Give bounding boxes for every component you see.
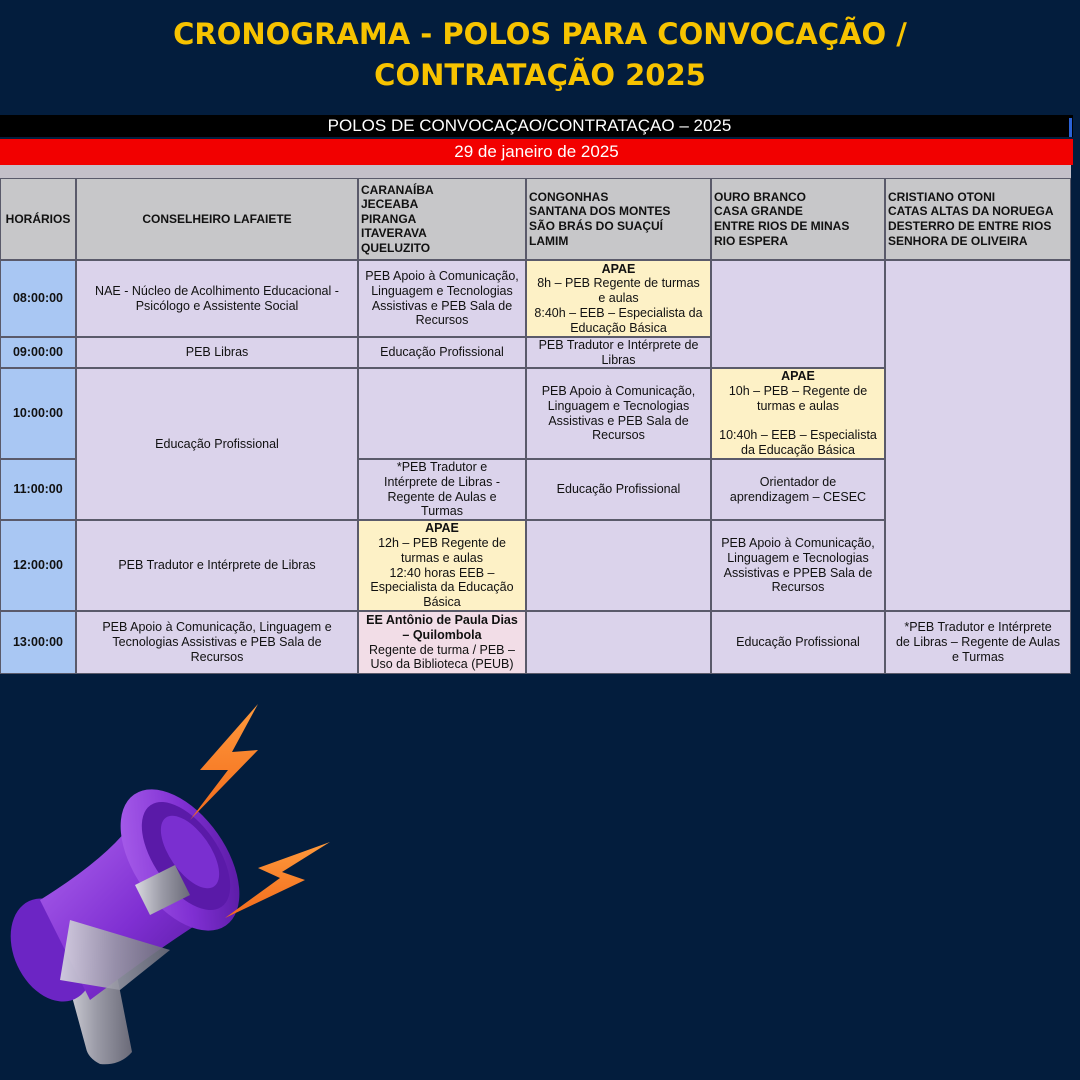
schedule-table (0, 165, 1071, 674)
table-edge-accent (1069, 118, 1072, 137)
cell-col2-1100: *PEB Tradutor e Intérprete de Libras - Regente de Aulas e Turmas (358, 459, 526, 520)
cell-col5-1300: *PEB Tradutor e Intérprete de Libras – Regente de Aulas e Turmas (885, 611, 1071, 674)
cell-col3-0800-apae: APAE 8h – PEB Regente de turmas e aulas 8:40h – EEB – Especialista da Educação Básica (526, 260, 711, 337)
cell-col3-1300 (526, 611, 711, 674)
cell-col2-1300-quilombola: EE Antônio de Paula Dias – Quilombola Regente de turma / PEB – Uso da Biblioteca (PEUB) (358, 611, 526, 674)
cell-col2-0900: Educação Profissional (358, 337, 526, 368)
header-col2: CARANAÍBA JECEABA PIRANGA ITAVERAVA QUELUZITO (358, 178, 526, 260)
lightning-bolt-icon (190, 704, 258, 820)
subtitle-bar (0, 115, 1073, 137)
page-title (0, 14, 1080, 96)
cell-lafaiete-0900: PEB Libras (76, 337, 358, 368)
time-0900: 09:00:00 (0, 337, 76, 368)
cell-lafaiete-0800: NAE - Núcleo de Acolhimento Educacional - Psicólogo e Assistente Social (76, 260, 358, 337)
cell-col4-1300: Educação Profissional (711, 611, 885, 674)
time-1300: 13:00:00 (0, 611, 76, 674)
cell-col4-0800 (711, 260, 885, 368)
cell-col3-1200 (526, 520, 711, 611)
time-1000: 10:00:00 (0, 368, 76, 459)
time-1200: 12:00:00 (0, 520, 76, 611)
cell-col3-0900: PEB Tradutor e Intérprete de Libras (526, 337, 711, 368)
cell-col3-1100: Educação Profissional (526, 459, 711, 520)
megaphone-icon (0, 700, 340, 1080)
title-line-1: CRONOGRAMA - POLOS PARA CONVOCAÇÃO / (173, 17, 907, 51)
cell-lafaiete-1000: Educação Profissional (76, 368, 358, 520)
cell-col4-1200: PEB Apoio à Comunicação, Linguagem e Tecnologias Assistivas e PPEB Sala de Recursos (711, 520, 885, 611)
cell-col2-1000 (358, 368, 526, 459)
title-line-2: CONTRATAÇÃO 2025 (374, 58, 706, 92)
subtitle-text: POLOS DE CONVOCAÇAO/CONTRATAÇAO – 2025 (327, 116, 732, 135)
lightning-bolt-icon (225, 842, 330, 918)
cell-lafaiete-1200: PEB Tradutor e Intérprete de Libras (76, 520, 358, 611)
header-col3: CONGONHAS SANTANA DOS MONTES SÃO BRÁS DO SUAÇUÍ LAMIM (526, 178, 711, 260)
cell-lafaiete-1300: PEB Apoio à Comunicação, Linguagem e Tecnologias Assistivas e PEB Sala de Recursos (76, 611, 358, 674)
cell-col4-1100: Orientador de aprendizagem – CESEC (711, 459, 885, 520)
date-bar: 29 de janeiro de 2025 (0, 139, 1073, 165)
header-conselheiro-lafaiete: CONSELHEIRO LAFAIETE (76, 178, 358, 260)
header-horarios: HORÁRIOS (0, 178, 76, 260)
header-col4: OURO BRANCO CASA GRANDE ENTRE RIOS DE MINAS RIO ESPERA (711, 178, 885, 260)
header-col5: CRISTIANO OTONI CATAS ALTAS DA NORUEGA DESTERRO DE ENTRE RIOS SENHORA DE OLIVEIRA (885, 178, 1071, 260)
time-1100: 11:00:00 (0, 459, 76, 520)
cell-col4-1000-apae: APAE 10h – PEB – Regente de turmas e aulas 10:40h – EEB – Especialista da Educação Básica (711, 368, 885, 459)
cell-col2-1200-apae: APAE 12h – PEB Regente de turmas e aulas 12:40 horas EEB – Especialista da Educação Básica (358, 520, 526, 611)
cell-col2-0800: PEB Apoio à Comunicação, Linguagem e Tecnologias Assistivas e PEB Sala de Recursos (358, 260, 526, 337)
time-0800: 08:00:00 (0, 260, 76, 337)
cell-col3-1000: PEB Apoio à Comunicação, Linguagem e Tecnologias Assistivas e PEB Sala de Recursos (526, 368, 711, 459)
cell-col5-0800 (885, 260, 1071, 611)
